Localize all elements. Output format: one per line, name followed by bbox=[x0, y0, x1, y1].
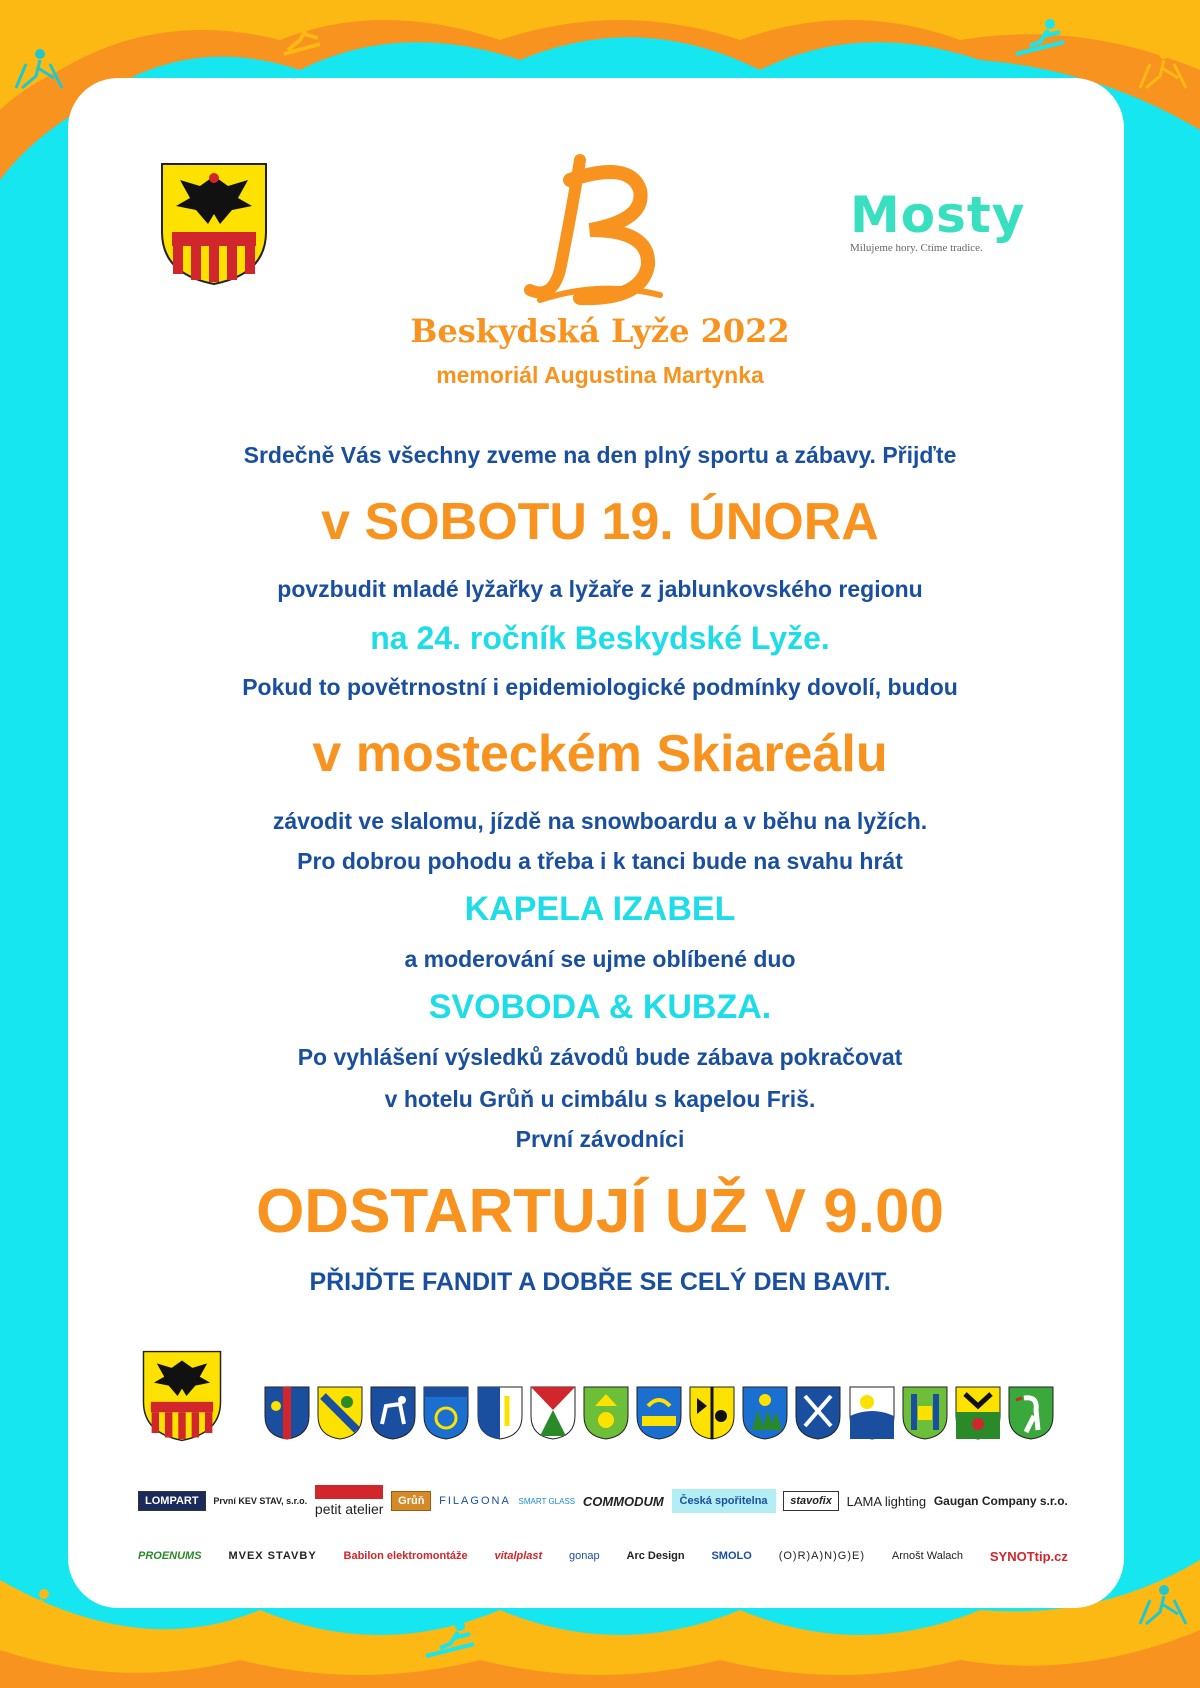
date-line: v SOBOTU 19. ÚNORA bbox=[321, 493, 879, 551]
cross-country-skier-icon bbox=[1134, 48, 1190, 92]
body-line: Pokud to povětrnostní i epidemiologické podmínky dovolí, budou bbox=[242, 674, 958, 700]
sponsor-logo: PROENUMS bbox=[138, 1550, 202, 1562]
body-line: závodit ve slalomu, jízdě na snowboardu a v běhu na lyžích. bbox=[272, 808, 928, 834]
sponsor-logo: (O)R)A)N)G)E) bbox=[778, 1550, 866, 1562]
band-line: KAPELA IZABEL bbox=[464, 890, 736, 928]
body-line: povzbudit mladé lyžařky a lyžaře z jablunkovského regionu bbox=[277, 576, 923, 602]
sponsor-logo: Arc Design bbox=[626, 1550, 685, 1562]
sponsor-logo: FILAGONA bbox=[439, 1495, 511, 1507]
town-crest-icon bbox=[160, 162, 268, 286]
sponsor-logo: SYNOTtip.cz bbox=[989, 1548, 1068, 1564]
crest-14-icon bbox=[955, 1386, 1001, 1440]
body-line: První závodníci bbox=[515, 1126, 685, 1152]
body-line: v hotelu Grůň u cimbálu s kapelou Friš. bbox=[384, 1086, 816, 1112]
skier-icon bbox=[280, 14, 330, 58]
municipal-crests-row bbox=[264, 1386, 1054, 1442]
crest-11-icon bbox=[795, 1386, 841, 1440]
snowboarder-icon bbox=[1010, 18, 1070, 58]
crest-7-icon bbox=[583, 1386, 629, 1440]
skier-icon bbox=[14, 1588, 64, 1632]
crest-15-icon bbox=[1008, 1386, 1054, 1440]
body-line: Pro dobrou pohodu a třeba i k tanci bude na svahu hrát bbox=[297, 848, 903, 874]
sponsor-logo: Grůň bbox=[391, 1491, 431, 1511]
mosty-logo bbox=[850, 186, 1030, 254]
crest-13-icon bbox=[902, 1386, 948, 1440]
sponsor-logo: Česká spořitelna bbox=[672, 1489, 776, 1513]
snowboarder-icon bbox=[420, 1620, 480, 1660]
crest-9-icon bbox=[689, 1386, 735, 1440]
sponsor-logo: vitalplast bbox=[494, 1550, 543, 1562]
sponsor-row-2 bbox=[138, 1544, 1068, 1568]
crest-12-icon bbox=[849, 1386, 895, 1440]
sponsor-logo: Arnošt Walach bbox=[891, 1550, 964, 1562]
start-time-line: ODSTARTUJÍ UŽ V 9.00 bbox=[256, 1177, 944, 1246]
cross-country-skier-icon bbox=[10, 48, 66, 92]
sponsor-logo: Gaugan Company s.r.o. bbox=[933, 1494, 1068, 1508]
body-line: Po vyhlášení výsledků závodů bude zábava pokračovat bbox=[297, 1044, 903, 1070]
sponsor-logo: SMOLO bbox=[711, 1550, 752, 1562]
sponsor-row-1 bbox=[138, 1476, 1068, 1526]
sponsor-logo: petit atelier bbox=[315, 1485, 383, 1517]
sponsor-logo: gonap bbox=[569, 1550, 600, 1562]
venue-line: v mosteckém Skiareálu bbox=[312, 725, 888, 783]
crest-3-icon bbox=[370, 1386, 416, 1440]
sponsor-logo: stavofix bbox=[783, 1491, 839, 1511]
event-subtitle: memoriál Augustina Martynka bbox=[436, 362, 764, 388]
sponsor-logo: První KEV STAV, s.r.o. bbox=[213, 1496, 308, 1506]
crest-1-icon bbox=[264, 1386, 310, 1440]
crest-4-icon bbox=[423, 1386, 469, 1440]
sponsor-logo: LAMA lighting bbox=[846, 1493, 927, 1509]
cross-country-skier-icon bbox=[1134, 1584, 1190, 1628]
mosty-tagline: Milujeme hory. Ctíme tradice. bbox=[850, 242, 983, 254]
crest-5-icon bbox=[477, 1386, 523, 1440]
edition-line: na 24. ročník Beskydské Lyže. bbox=[370, 620, 830, 656]
invite-line: Srdečně Vás všechny zveme na den plný sportu a zábavy. Přijďte bbox=[243, 442, 957, 468]
mosty-wordmark: Mosty bbox=[850, 186, 1026, 244]
sponsor-logo: Babilon elektromontáže bbox=[343, 1550, 468, 1562]
closing-line: PŘIJĎTE FANDIT A DOBŘE SE CELÝ DEN BAVIT. bbox=[309, 1268, 891, 1296]
body-line: a moderování se ujme oblíbené duo bbox=[404, 946, 796, 972]
crest-8-icon bbox=[636, 1386, 682, 1440]
hosts-line: SVOBODA & KUBZA. bbox=[428, 988, 772, 1026]
sponsor-logo: COMMODUM bbox=[582, 1493, 664, 1509]
sponsor-logo: MVEX STAVBY bbox=[228, 1550, 317, 1562]
sponsor-logo: SMART GLASS bbox=[518, 1496, 576, 1506]
sponsor-logo: LOMPART bbox=[138, 1491, 206, 1511]
crest-2-icon bbox=[317, 1386, 363, 1440]
town-crest-icon bbox=[142, 1350, 222, 1442]
crest-6-icon bbox=[530, 1386, 576, 1440]
beskydska-lyze-b-logo bbox=[520, 150, 670, 310]
crest-10-icon bbox=[742, 1386, 788, 1440]
event-title: Beskydská Lyže 2022 bbox=[410, 312, 790, 350]
